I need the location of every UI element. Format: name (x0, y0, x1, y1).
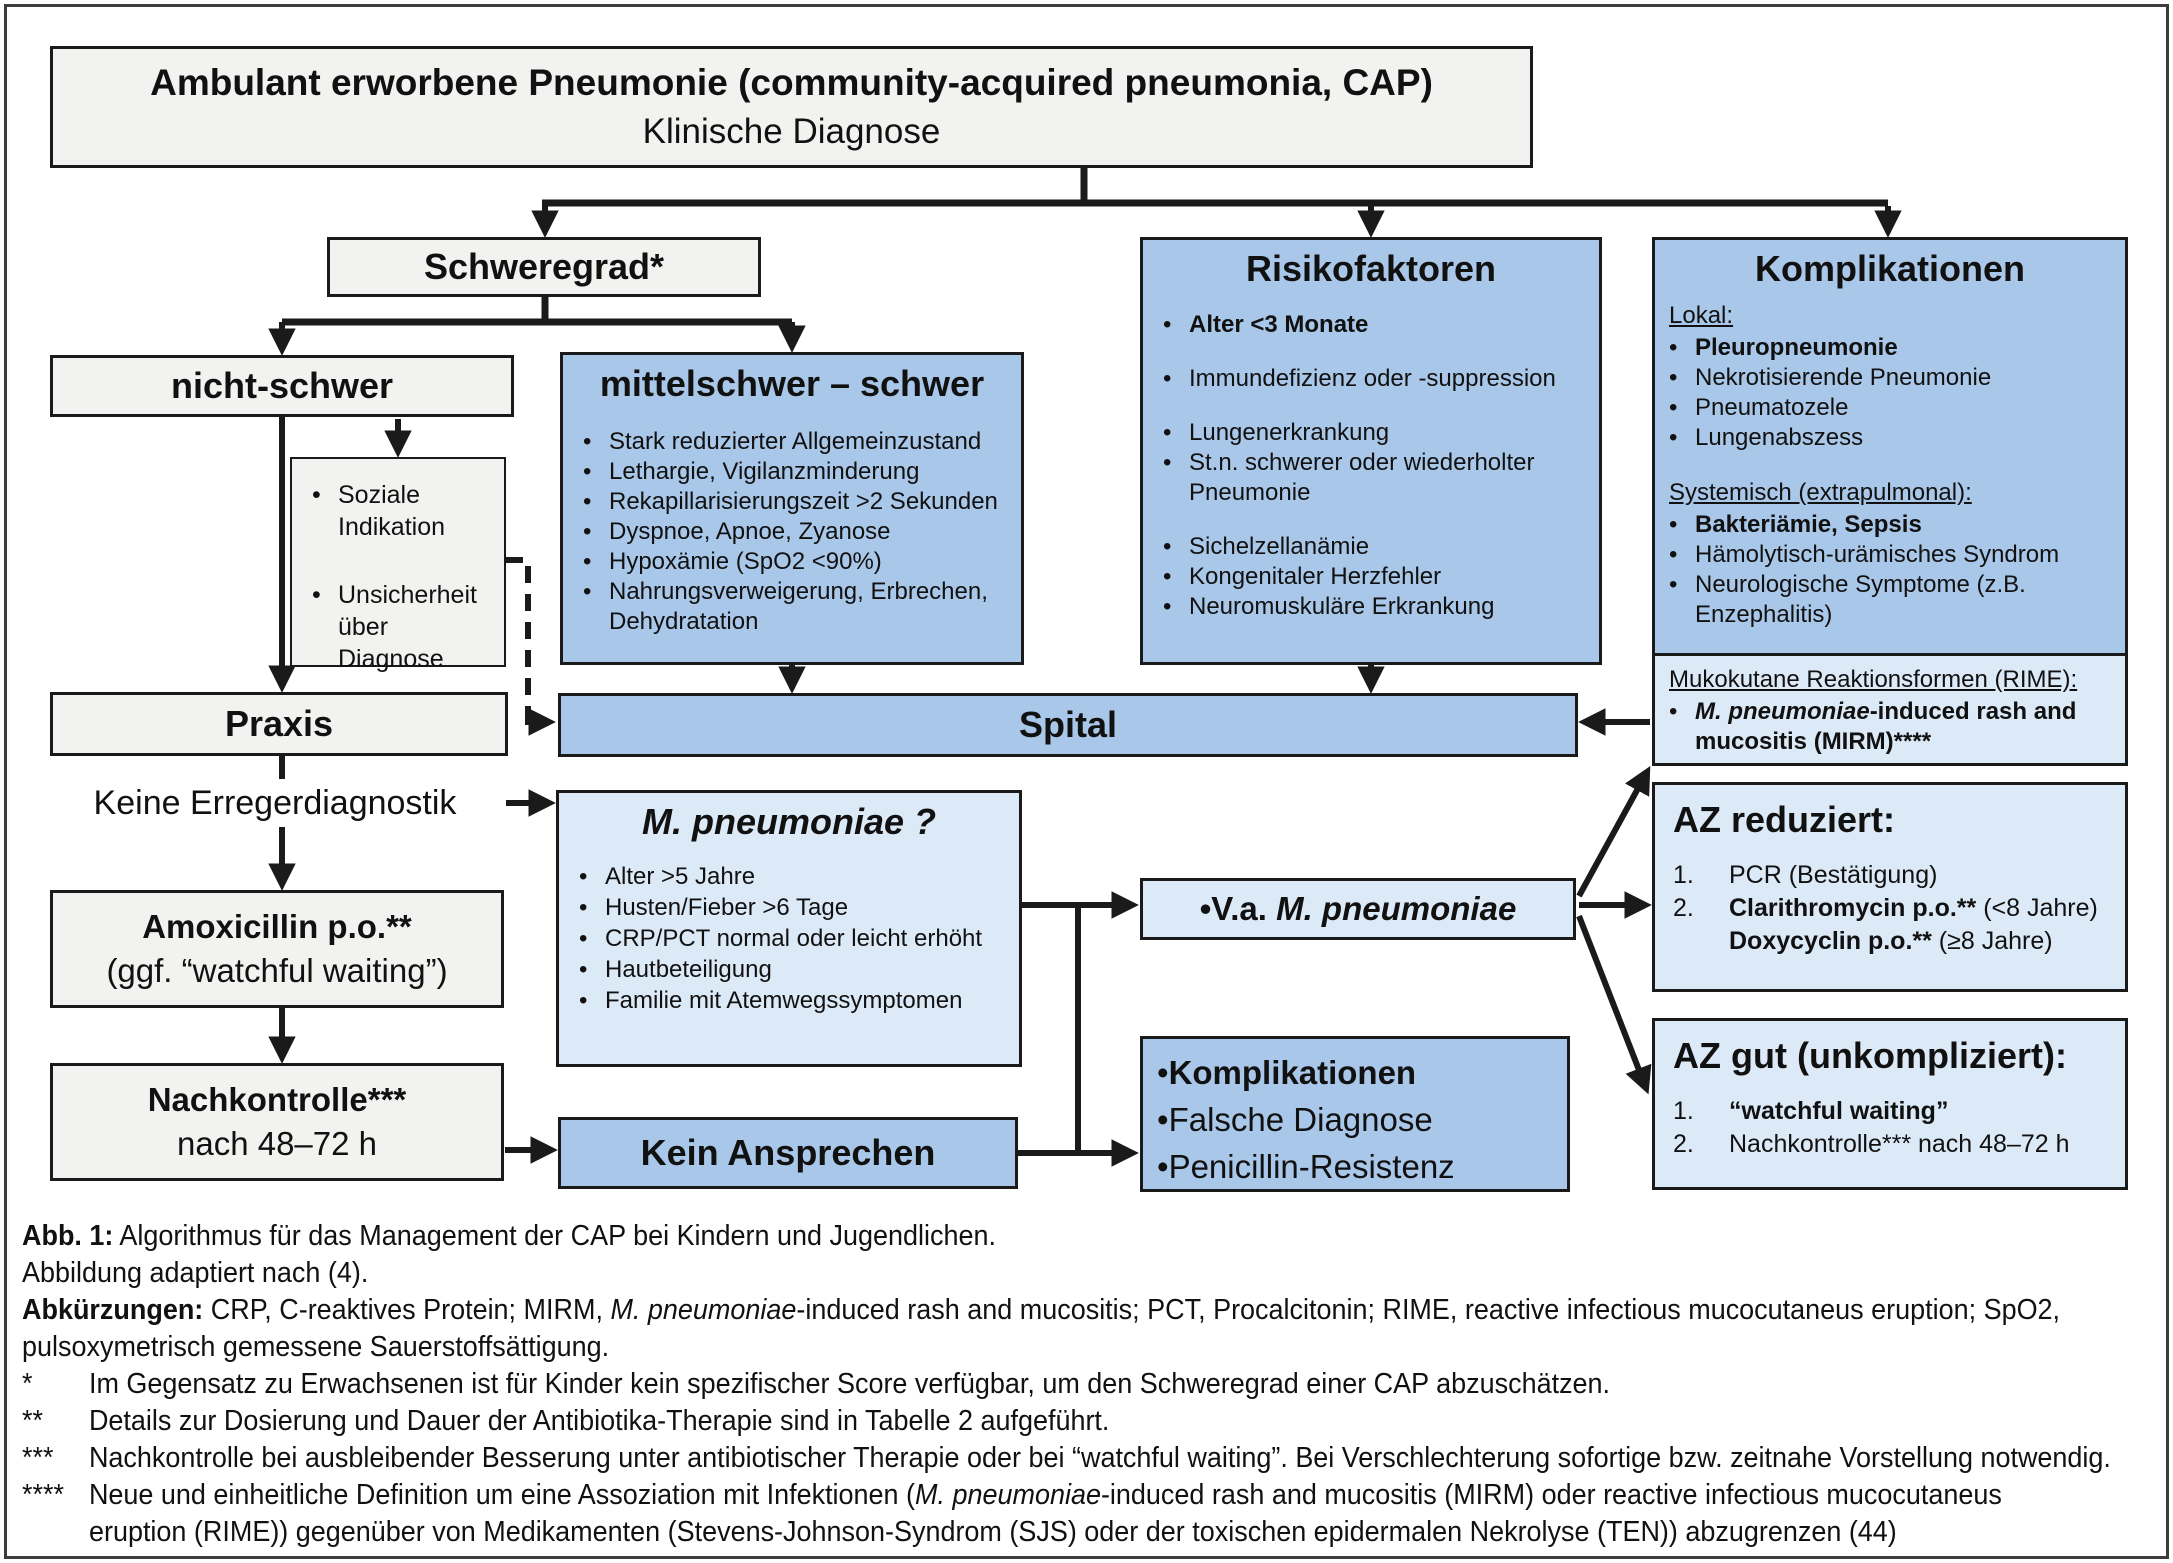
list-item: • M. pneumoniae-induced rash and mucositis (MIRM)**** (1669, 698, 2077, 755)
lokal-heading-text: Lokal: (1669, 302, 1734, 329)
az-gut-list (1655, 1095, 2125, 1161)
komplikationen-title: Komplikationen (1754, 248, 2026, 289)
nicht-schwer-label: nicht-schwer (170, 365, 394, 406)
footnote-3-text: Nachkontrolle bei ausbleibender Besserung unter antibiotischer Therapie oder bei “watchful waiting”. Bei Verschlechterung sofortige bzw. zeitnahe Vorstellung notwendig. (88, 1442, 2111, 1474)
list-item: Doxycyclin p.o.** (≥8 Jahre) (1729, 927, 2053, 955)
rime-section (1652, 653, 2128, 766)
soziale-indikation-box (290, 457, 506, 673)
list-item: • Nahrungsverweigerung, Erbrechen, Dehydratation (583, 578, 988, 635)
rime-heading (1669, 664, 2115, 695)
systemisch-heading-text: Systemisch (extrapulmonal): (1669, 479, 1972, 506)
nachkontrolle-box (50, 1063, 504, 1181)
amoxicillin-line1: Amoxicillin p.o.** (142, 908, 412, 945)
footnote-3-marker: *** (22, 1442, 54, 1474)
schweregrad-box (327, 237, 761, 297)
az-gut-box (1652, 1018, 2128, 1190)
az-gut-title: AZ gut (unkompliziert): (1673, 1035, 2067, 1076)
list-item: • Alter <3 Monate (1163, 311, 1369, 338)
list-item: • Immundefizienz oder -suppression (1163, 365, 1556, 392)
list-item: • Lungenerkrankung (1163, 419, 1390, 446)
rime-list (1669, 697, 2115, 757)
spital-box (558, 693, 1578, 757)
caption-line-2: Abbildung adaptiert nach (4). (22, 1257, 369, 1289)
komplikationen-falsche-diagnose-box (1140, 1036, 1570, 1192)
list-item: • Komplikationen (1157, 1054, 1417, 1091)
systemisch-heading (1669, 477, 2115, 508)
az-reduziert-title: AZ reduziert: (1673, 799, 1896, 840)
list-item: 2. Nachkontrolle*** nach 48–72 h (1673, 1130, 2070, 1158)
footnote-2-marker: ** (22, 1405, 43, 1437)
list-item: • Sichelzellanämie (1163, 533, 1370, 560)
footnote-4b-marker (22, 1514, 89, 1551)
page-subtitle: Klinische Diagnose (642, 112, 941, 151)
amoxicillin-box (50, 890, 504, 1008)
praxis-box (50, 692, 508, 756)
systemisch-list (1669, 510, 2115, 630)
title-box (50, 46, 1533, 168)
footnote-4-marker: **** (22, 1479, 64, 1511)
list-item: • Hypoxämie (SpO2 <90%) (583, 548, 882, 575)
list-item: • Hautbeteiligung (579, 956, 772, 983)
abbreviations-line-1: Abkürzungen: CRP, C-reaktives Protein; MIRM, M. pneumoniae-induced rash and mucositis; PCT, Procalcitonin; RIME, reactive infectious mucocutaneus eruption; SpO2, (22, 1294, 2061, 1326)
az-reduziert-list (1655, 859, 2125, 958)
list-item: • Neurologische Symptome (z.B. Enzephalitis) (1669, 571, 2026, 628)
list-item: • Rekapillarisierungszeit >2 Sekunden (583, 488, 998, 515)
kein-ansprechen-box (558, 1117, 1018, 1189)
footnote-1-marker: * (22, 1368, 33, 1400)
nachkontrolle-line2: nach 48–72 h (176, 1125, 377, 1162)
list-item: • Hämolytisch-urämisches Syndrom (1669, 541, 2060, 568)
va-m-pneumoniae-label: •V.a. M. pneumoniae (1199, 890, 1517, 927)
list-item: • Unsicherheit über Diagnose (312, 581, 477, 673)
mittelschwer-box (560, 352, 1024, 665)
list-item: • Stark reduzierter Allgemeinzustand (583, 428, 982, 455)
list-item: • Penicillin-Resistenz (1157, 1148, 1455, 1185)
risikofaktoren-list (1143, 310, 1599, 622)
nachkontrolle-line1: Nachkontrolle*** (147, 1081, 407, 1118)
rime-heading-text: Mukokutane Reaktionsformen (RIME): (1669, 666, 2078, 693)
va-m-pneumoniae-box (1140, 878, 1576, 940)
lokal-list (1669, 333, 2115, 453)
list-item: • Kongenitaler Herzfehler (1163, 563, 1442, 590)
list-item: 1. “watchful waiting” (1673, 1097, 1949, 1125)
nicht-schwer-box (50, 355, 514, 417)
footnote-2-text: Details zur Dosierung und Dauer der Antibiotika-Therapie sind in Tabelle 2 aufgeführt. (88, 1405, 1110, 1437)
list-item: • CRP/PCT normal oder leicht erhöht (579, 925, 983, 952)
mittelschwer-title: mittelschwer – schwer (599, 363, 985, 404)
list-item: • Pleuropneumonie (1669, 334, 1898, 361)
footnote-2 (22, 1403, 2012, 1440)
list-item: 1. PCR (Bestätigung) (1673, 861, 1938, 889)
list-item: 2. Clarithromycin p.o.** (<8 Jahre) (1673, 894, 2098, 922)
list-item: • Bakteriämie, Sepsis (1669, 511, 1922, 538)
page-title: Ambulant erworbene Pneumonie (community-acquired pneumonia, CAP) (150, 62, 1433, 103)
list-item: • Alter >5 Jahre (579, 863, 756, 890)
footnote-4-continuation (22, 1514, 2012, 1551)
lokal-heading (1669, 300, 2115, 331)
m-pneumoniae-list (559, 861, 1019, 1016)
keine-erregerdiagnostik-text: Keine Erregerdiagnostik (93, 783, 457, 822)
az-reduziert-box (1652, 782, 2128, 992)
keine-erregerdiagnostik-label (55, 779, 495, 827)
list-item: • Nekrotisierende Pneumonie (1669, 364, 1992, 391)
list-item: • Dyspnoe, Apnoe, Zyanose (583, 518, 891, 545)
kompl-falsche-list (1157, 1049, 1567, 1190)
footnote-1-text: Im Gegensatz zu Erwachsenen ist für Kinder kein spezifischer Score verfügbar, um den Schweregrad einer CAP abzuschätzen. (88, 1368, 1611, 1400)
list-item: • Familie mit Atemwegssymptomen (579, 987, 963, 1014)
list-item: • Falsche Diagnose (1157, 1101, 1433, 1138)
figure-caption (22, 1218, 2162, 1551)
m-pneumoniae-title: M. pneumoniae ? (641, 801, 936, 842)
list-item: • St.n. schwerer oder wiederholter Pneumonie (1163, 449, 1535, 506)
soziale-list (292, 479, 504, 675)
abbreviations-line-2: pulsoxymetrisch gemessene Sauerstoffsättigung. (22, 1331, 610, 1363)
schweregrad-label: Schweregrad* (423, 246, 665, 287)
mittelschwer-list (563, 427, 1021, 637)
caption-line-1: Abb. 1: Algorithmus für das Management der CAP bei Kindern und Jugendlichen. (22, 1220, 996, 1252)
footnote-1 (22, 1366, 2012, 1403)
footnote-4b-text: eruption (RIME)) gegenüber von Medikamenten (Stevens-Johnson-Syndrom (SJS) oder der toxischen epidermalen Nekrolyse (TEN)) abzugrenzen (44) (88, 1516, 1897, 1548)
solid-arrows (282, 206, 1888, 1153)
list-item: • Neuromuskuläre Erkrankung (1163, 593, 1495, 620)
komplikationen-box (1652, 237, 2128, 766)
list-item: • Lethargie, Vigilanzminderung (583, 458, 920, 485)
praxis-label: Praxis (224, 703, 334, 744)
footnote-4-text: Neue und einheitliche Definition um eine Assoziation mit Infektionen (M. pneumoniae-induced rash and mucositis (MIRM) oder reactive infectious mucocutaneus (88, 1479, 2002, 1511)
spital-label: Spital (1018, 704, 1117, 745)
list-item: • Soziale Indikation (312, 481, 446, 541)
list-item: • Pneumatozele (1669, 394, 1849, 421)
risikofaktoren-title: Risikofaktoren (1245, 248, 1497, 289)
m-pneumoniae-box (556, 790, 1022, 1067)
risikofaktoren-box (1140, 237, 1602, 665)
list-item: • Lungenabszess (1669, 424, 1864, 451)
list-item: • Husten/Fieber >6 Tage (579, 894, 849, 921)
amoxicillin-line2: (ggf. “watchful waiting”) (106, 952, 448, 989)
footnote-3 (22, 1440, 2111, 1477)
footnote-4 (22, 1477, 2012, 1514)
kein-ansprechen-label: Kein Ansprechen (640, 1132, 936, 1173)
